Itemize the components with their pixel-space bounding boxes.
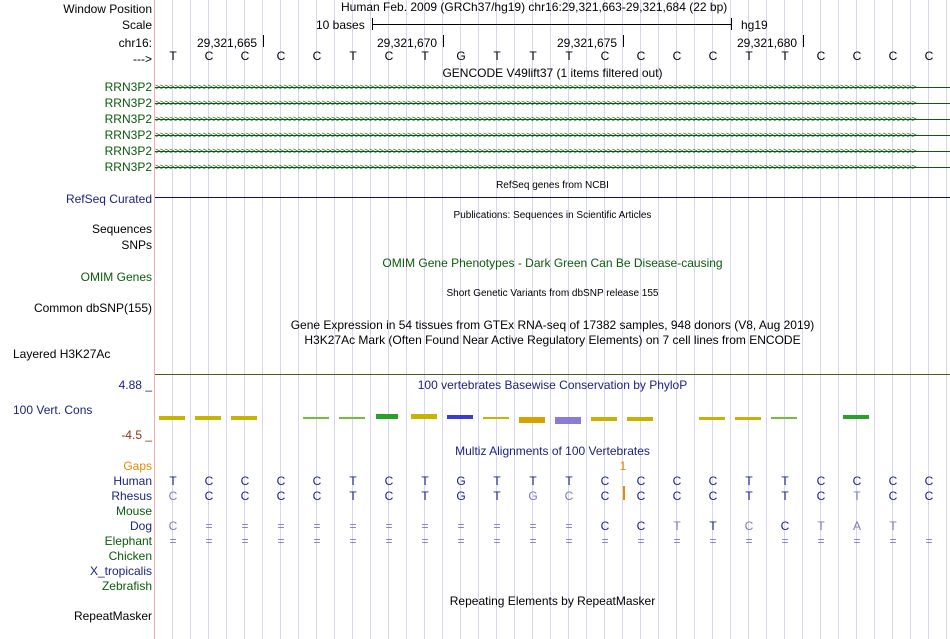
gencode-track-title[interactable]: GENCODE V49lift37 (1 items filtered out) <box>442 66 663 80</box>
aligned-base-rhesus: C <box>276 489 286 503</box>
aligned-base-human: T <box>493 474 501 488</box>
phylop-min-value: -4.5 _ <box>121 428 152 442</box>
base-letter: C <box>852 49 862 63</box>
aligned-base-dog: T <box>817 519 825 533</box>
aligned-base-elephant: = <box>709 534 717 548</box>
aligned-base-human: C <box>384 474 394 488</box>
aligned-base-dog: = <box>421 519 429 533</box>
aligned-base-human: C <box>708 474 718 488</box>
base-letter: T <box>169 49 177 63</box>
base-letter: T <box>745 49 753 63</box>
refseq-curated-label[interactable]: RefSeq Curated <box>65 192 152 206</box>
chrom-label: chr16: <box>118 36 152 50</box>
repeatmasker-track-title[interactable]: Repeating Elements by RepeatMasker <box>449 594 656 608</box>
aligned-base-elephant: = <box>925 534 933 548</box>
aligned-base-elephant: = <box>817 534 825 548</box>
base-letter: C <box>924 49 934 63</box>
aligned-base-elephant: = <box>637 534 645 548</box>
base-letter: T <box>349 49 357 63</box>
aligned-base-elephant: = <box>385 534 393 548</box>
aligned-base-rhesus: C <box>816 489 826 503</box>
gtex-track-title[interactable]: Gene Expression in 54 tissues from GTEx RNA-seq of 17382 samples, 948 donors (V8, Aug 2019) <box>290 318 815 332</box>
aligned-base-dog: T <box>889 519 897 533</box>
aligned-base-human: C <box>600 474 610 488</box>
ruler-tick <box>623 35 624 47</box>
aligned-base-rhesus: T <box>745 489 753 503</box>
db-name: hg19 <box>741 18 768 32</box>
aligned-base-dog: = <box>205 519 213 533</box>
base-letter: C <box>708 49 718 63</box>
species-rhesus-label: Rhesus <box>111 489 152 503</box>
aligned-base-elephant: = <box>565 534 573 548</box>
strand-arrows: >>>>>>>>>>>>>>>>>>>>>>>>>>>>>>>>>>>>>>>>>>>>>>>>>>>>>>>>>>>>>>>>>>>>>>>>>>>>>>>>>>>>>>>>>>>>>>>>>>>>>>>>>>>>>>>>>>>>>>>>>>>>>>>>>>>>>>>>>>>>>>>>>>>>>>>>>>>>>>>> <box>155 114 916 124</box>
base-letter: C <box>888 49 898 63</box>
species-xtropicalis-label: X_tropicalis <box>89 564 152 578</box>
window-position-label: Window Position <box>63 2 152 16</box>
layered-h3k27ac-label[interactable]: Layered H3K27Ac <box>13 347 111 361</box>
aligned-base-dog: A <box>852 519 861 533</box>
base-letter: T <box>493 49 501 63</box>
base-letter: C <box>240 49 250 63</box>
aligned-base-rhesus: C <box>312 489 322 503</box>
aligned-base-elephant: = <box>349 534 357 548</box>
aligned-base-human: T <box>745 474 753 488</box>
refseq-track-title[interactable]: RefSeq genes from NCBI <box>496 180 609 191</box>
aligned-base-elephant: = <box>601 534 609 548</box>
base-letter: C <box>636 49 646 63</box>
publications-track-title[interactable]: Publications: Sequences in Scientific Articles <box>453 210 652 221</box>
aligned-base-human: C <box>852 474 862 488</box>
multiz-track-title[interactable]: Multiz Alignments of 100 Vertebrates <box>455 444 650 458</box>
aligned-base-dog: C <box>600 519 610 533</box>
aligned-base-dog: = <box>529 519 537 533</box>
h3k27ac-track-title[interactable]: H3K27Ac Mark (Often Found Near Active Regulatory Elements) on 7 cell lines from ENCODE <box>304 333 801 347</box>
aligned-base-dog: = <box>349 519 357 533</box>
strand-arrows: >>>>>>>>>>>>>>>>>>>>>>>>>>>>>>>>>>>>>>>>>>>>>>>>>>>>>>>>>>>>>>>>>>>>>>>>>>>>>>>>>>>>>>>>>>>>>>>>>>>>>>>>>>>>>>>>>>>>>>>>>>>>>>>>>>>>>>>>>>>>>>>>>>>>>>>>>>>>>>>> <box>155 146 916 156</box>
assembly-title: Human Feb. 2009 (GRCh37/hg19) chr16:29,321,663-29,321,684 (22 bp) <box>341 0 728 14</box>
base-letter: C <box>276 49 286 63</box>
strand-arrow-label: ---> <box>133 52 152 66</box>
omim-genes-label[interactable]: OMIM Genes <box>80 270 152 284</box>
base-letter: T <box>565 49 573 63</box>
aligned-base-dog: = <box>457 519 465 533</box>
base-letter: C <box>312 49 322 63</box>
species-human-label: Human <box>113 474 152 488</box>
base-letter: T <box>529 49 537 63</box>
phylop-max-value: 4.88 _ <box>118 378 152 392</box>
aligned-base-dog: C <box>780 519 790 533</box>
omim-track-title[interactable]: OMIM Gene Phenotypes - Dark Green Can Be Disease-causing <box>382 256 723 270</box>
common-dbsnp-label[interactable]: Common dbSNP(155) <box>33 301 152 315</box>
ruler-tick <box>263 35 264 47</box>
aligned-base-human: T <box>349 474 357 488</box>
aligned-base-rhesus: T <box>349 489 357 503</box>
aligned-base-elephant: = <box>745 534 753 548</box>
aligned-base-rhesus: T <box>781 489 789 503</box>
aligned-base-human: T <box>169 474 177 488</box>
snps-label[interactable]: SNPs <box>121 238 152 252</box>
ruler-tick <box>443 35 444 47</box>
base-letter: C <box>204 49 214 63</box>
species-dog-label: Dog <box>129 519 152 533</box>
strand-arrows: >>>>>>>>>>>>>>>>>>>>>>>>>>>>>>>>>>>>>>>>>>>>>>>>>>>>>>>>>>>>>>>>>>>>>>>>>>>>>>>>>>>>>>>>>>>>>>>>>>>>>>>>>>>>>>>>>>>>>>>>>>>>>>>>>>>>>>>>>>>>>>>>>>>>>>>>>>>>>>>> <box>155 82 916 92</box>
h3k27ac-signal-line <box>155 374 950 375</box>
base-letter: C <box>384 49 394 63</box>
aligned-base-rhesus: C <box>888 489 898 503</box>
aligned-base-dog: T <box>709 519 717 533</box>
scale-label: Scale <box>121 18 152 32</box>
sequences-label[interactable]: Sequences <box>91 222 152 236</box>
aligned-base-rhesus: T <box>853 489 861 503</box>
aligned-base-rhesus: T <box>493 489 501 503</box>
aligned-base-human: T <box>781 474 789 488</box>
aligned-base-rhesus: C <box>672 489 682 503</box>
scale-bar-text: 10 bases <box>316 18 365 32</box>
aligned-base-elephant: = <box>889 534 897 548</box>
aligned-base-human: C <box>888 474 898 488</box>
strand-arrows: >>>>>>>>>>>>>>>>>>>>>>>>>>>>>>>>>>>>>>>>>>>>>>>>>>>>>>>>>>>>>>>>>>>>>>>>>>>>>>>>>>>>>>>>>>>>>>>>>>>>>>>>>>>>>>>>>>>>>>>>>>>>>>>>>>>>>>>>>>>>>>>>>>>>>>>>>>>>>>>> <box>155 130 916 140</box>
strand-arrows: >>>>>>>>>>>>>>>>>>>>>>>>>>>>>>>>>>>>>>>>>>>>>>>>>>>>>>>>>>>>>>>>>>>>>>>>>>>>>>>>>>>>>>>>>>>>>>>>>>>>>>>>>>>>>>>>>>>>>>>>>>>>>>>>>>>>>>>>>>>>>>>>>>>>>>>>>>>>>>>> <box>155 98 916 108</box>
species-elephant-label: Elephant <box>104 534 152 548</box>
dbsnp-track-title[interactable]: Short Genetic Variants from dbSNP release 155 <box>446 288 659 299</box>
aligned-base-human: C <box>240 474 250 488</box>
aligned-base-rhesus: C <box>384 489 394 503</box>
aligned-base-elephant: = <box>241 534 249 548</box>
repeatmasker-label[interactable]: RepeatMasker <box>73 609 152 623</box>
aligned-base-human: T <box>421 474 429 488</box>
aligned-base-rhesus: C <box>708 489 718 503</box>
aligned-base-human: T <box>565 474 573 488</box>
aligned-base-dog: = <box>565 519 573 533</box>
base-letter: C <box>672 49 682 63</box>
scale-bar <box>372 18 732 30</box>
ruler-position: 29,321,675 <box>557 36 618 50</box>
gene-label-rrn3p2[interactable]: RRN3P2 <box>104 96 152 110</box>
aligned-base-human: C <box>204 474 214 488</box>
aligned-base-elephant: = <box>457 534 465 548</box>
vert-cons-label[interactable]: 100 Vert. Cons <box>13 403 93 417</box>
aligned-base-dog: C <box>744 519 754 533</box>
aligned-base-human: C <box>636 474 646 488</box>
ruler-position: 29,321,670 <box>377 36 438 50</box>
aligned-base-elephant: = <box>673 534 681 548</box>
aligned-base-human: C <box>312 474 322 488</box>
aligned-base-human: C <box>924 474 934 488</box>
aligned-base-elephant: = <box>853 534 861 548</box>
aligned-base-dog: = <box>313 519 321 533</box>
aligned-base-elephant: = <box>493 534 501 548</box>
aligned-base-dog: = <box>385 519 393 533</box>
aligned-base-elephant: = <box>277 534 285 548</box>
aligned-base-elephant: = <box>169 534 177 548</box>
strand-arrows: >>>>>>>>>>>>>>>>>>>>>>>>>>>>>>>>>>>>>>>>>>>>>>>>>>>>>>>>>>>>>>>>>>>>>>>>>>>>>>>>>>>>>>>>>>>>>>>>>>>>>>>>>>>>>>>>>>>>>>>>>>>>>>>>>>>>>>>>>>>>>>>>>>>>>>>>>>>>>>>> <box>155 162 916 172</box>
gene-label-rrn3p2[interactable]: RRN3P2 <box>104 128 152 142</box>
species-mouse-label: Mouse <box>115 504 152 518</box>
aligned-base-dog: C <box>636 519 646 533</box>
phylop-logo <box>155 405 950 435</box>
gene-label-rrn3p2[interactable]: RRN3P2 <box>104 80 152 94</box>
aligned-base-rhesus: C <box>564 489 574 503</box>
aligned-base-rhesus: C <box>204 489 214 503</box>
aligned-base-dog: = <box>277 519 285 533</box>
species-zebrafish-label: Zebrafish <box>101 579 152 593</box>
aligned-base-rhesus: C <box>924 489 934 503</box>
aligned-base-elephant: = <box>421 534 429 548</box>
aligned-base-rhesus: C <box>636 489 646 503</box>
aligned-base-elephant: = <box>781 534 789 548</box>
aligned-base-rhesus: G <box>456 489 466 503</box>
species-chicken-label: Chicken <box>108 549 152 563</box>
aligned-base-elephant: = <box>313 534 321 548</box>
aligned-base-human: C <box>672 474 682 488</box>
ruler-position: 29,321,680 <box>737 36 798 50</box>
track-label-panel <box>0 0 155 639</box>
gaps-label: Gaps <box>123 459 152 473</box>
gene-label-rrn3p2[interactable]: RRN3P2 <box>104 112 152 126</box>
aligned-base-human: C <box>276 474 286 488</box>
aligned-base-human: C <box>816 474 826 488</box>
aligned-base-human: G <box>456 474 466 488</box>
gene-label-rrn3p2[interactable]: RRN3P2 <box>104 144 152 158</box>
aligned-base-elephant: = <box>529 534 537 548</box>
track-data-area[interactable] <box>155 0 950 639</box>
aligned-base-elephant: = <box>205 534 213 548</box>
aligned-base-dog: = <box>241 519 249 533</box>
aligned-base-dog: C <box>168 519 178 533</box>
aligned-base-rhesus: C <box>240 489 250 503</box>
gap-count-marker: 1 <box>619 459 627 473</box>
aligned-base-dog: = <box>493 519 501 533</box>
aligned-base-rhesus: C <box>168 489 178 503</box>
gene-label-rrn3p2[interactable]: RRN3P2 <box>104 160 152 174</box>
base-letter: T <box>781 49 789 63</box>
aligned-base-rhesus: G <box>528 489 538 503</box>
aligned-base-rhesus: C <box>600 489 610 503</box>
ruler-tick <box>803 35 804 47</box>
base-letter: C <box>816 49 826 63</box>
refseq-gene-line[interactable] <box>155 197 950 198</box>
aligned-base-rhesus: T <box>421 489 429 503</box>
phylop-track-title[interactable]: 100 vertebrates Basewise Conservation by PhyloP <box>417 378 688 392</box>
base-letter: C <box>600 49 610 63</box>
aligned-base-human: T <box>529 474 537 488</box>
aligned-base-dog: T <box>673 519 681 533</box>
base-letter: G <box>456 49 466 63</box>
base-letter: T <box>421 49 429 63</box>
ruler-position: 29,321,665 <box>197 36 258 50</box>
